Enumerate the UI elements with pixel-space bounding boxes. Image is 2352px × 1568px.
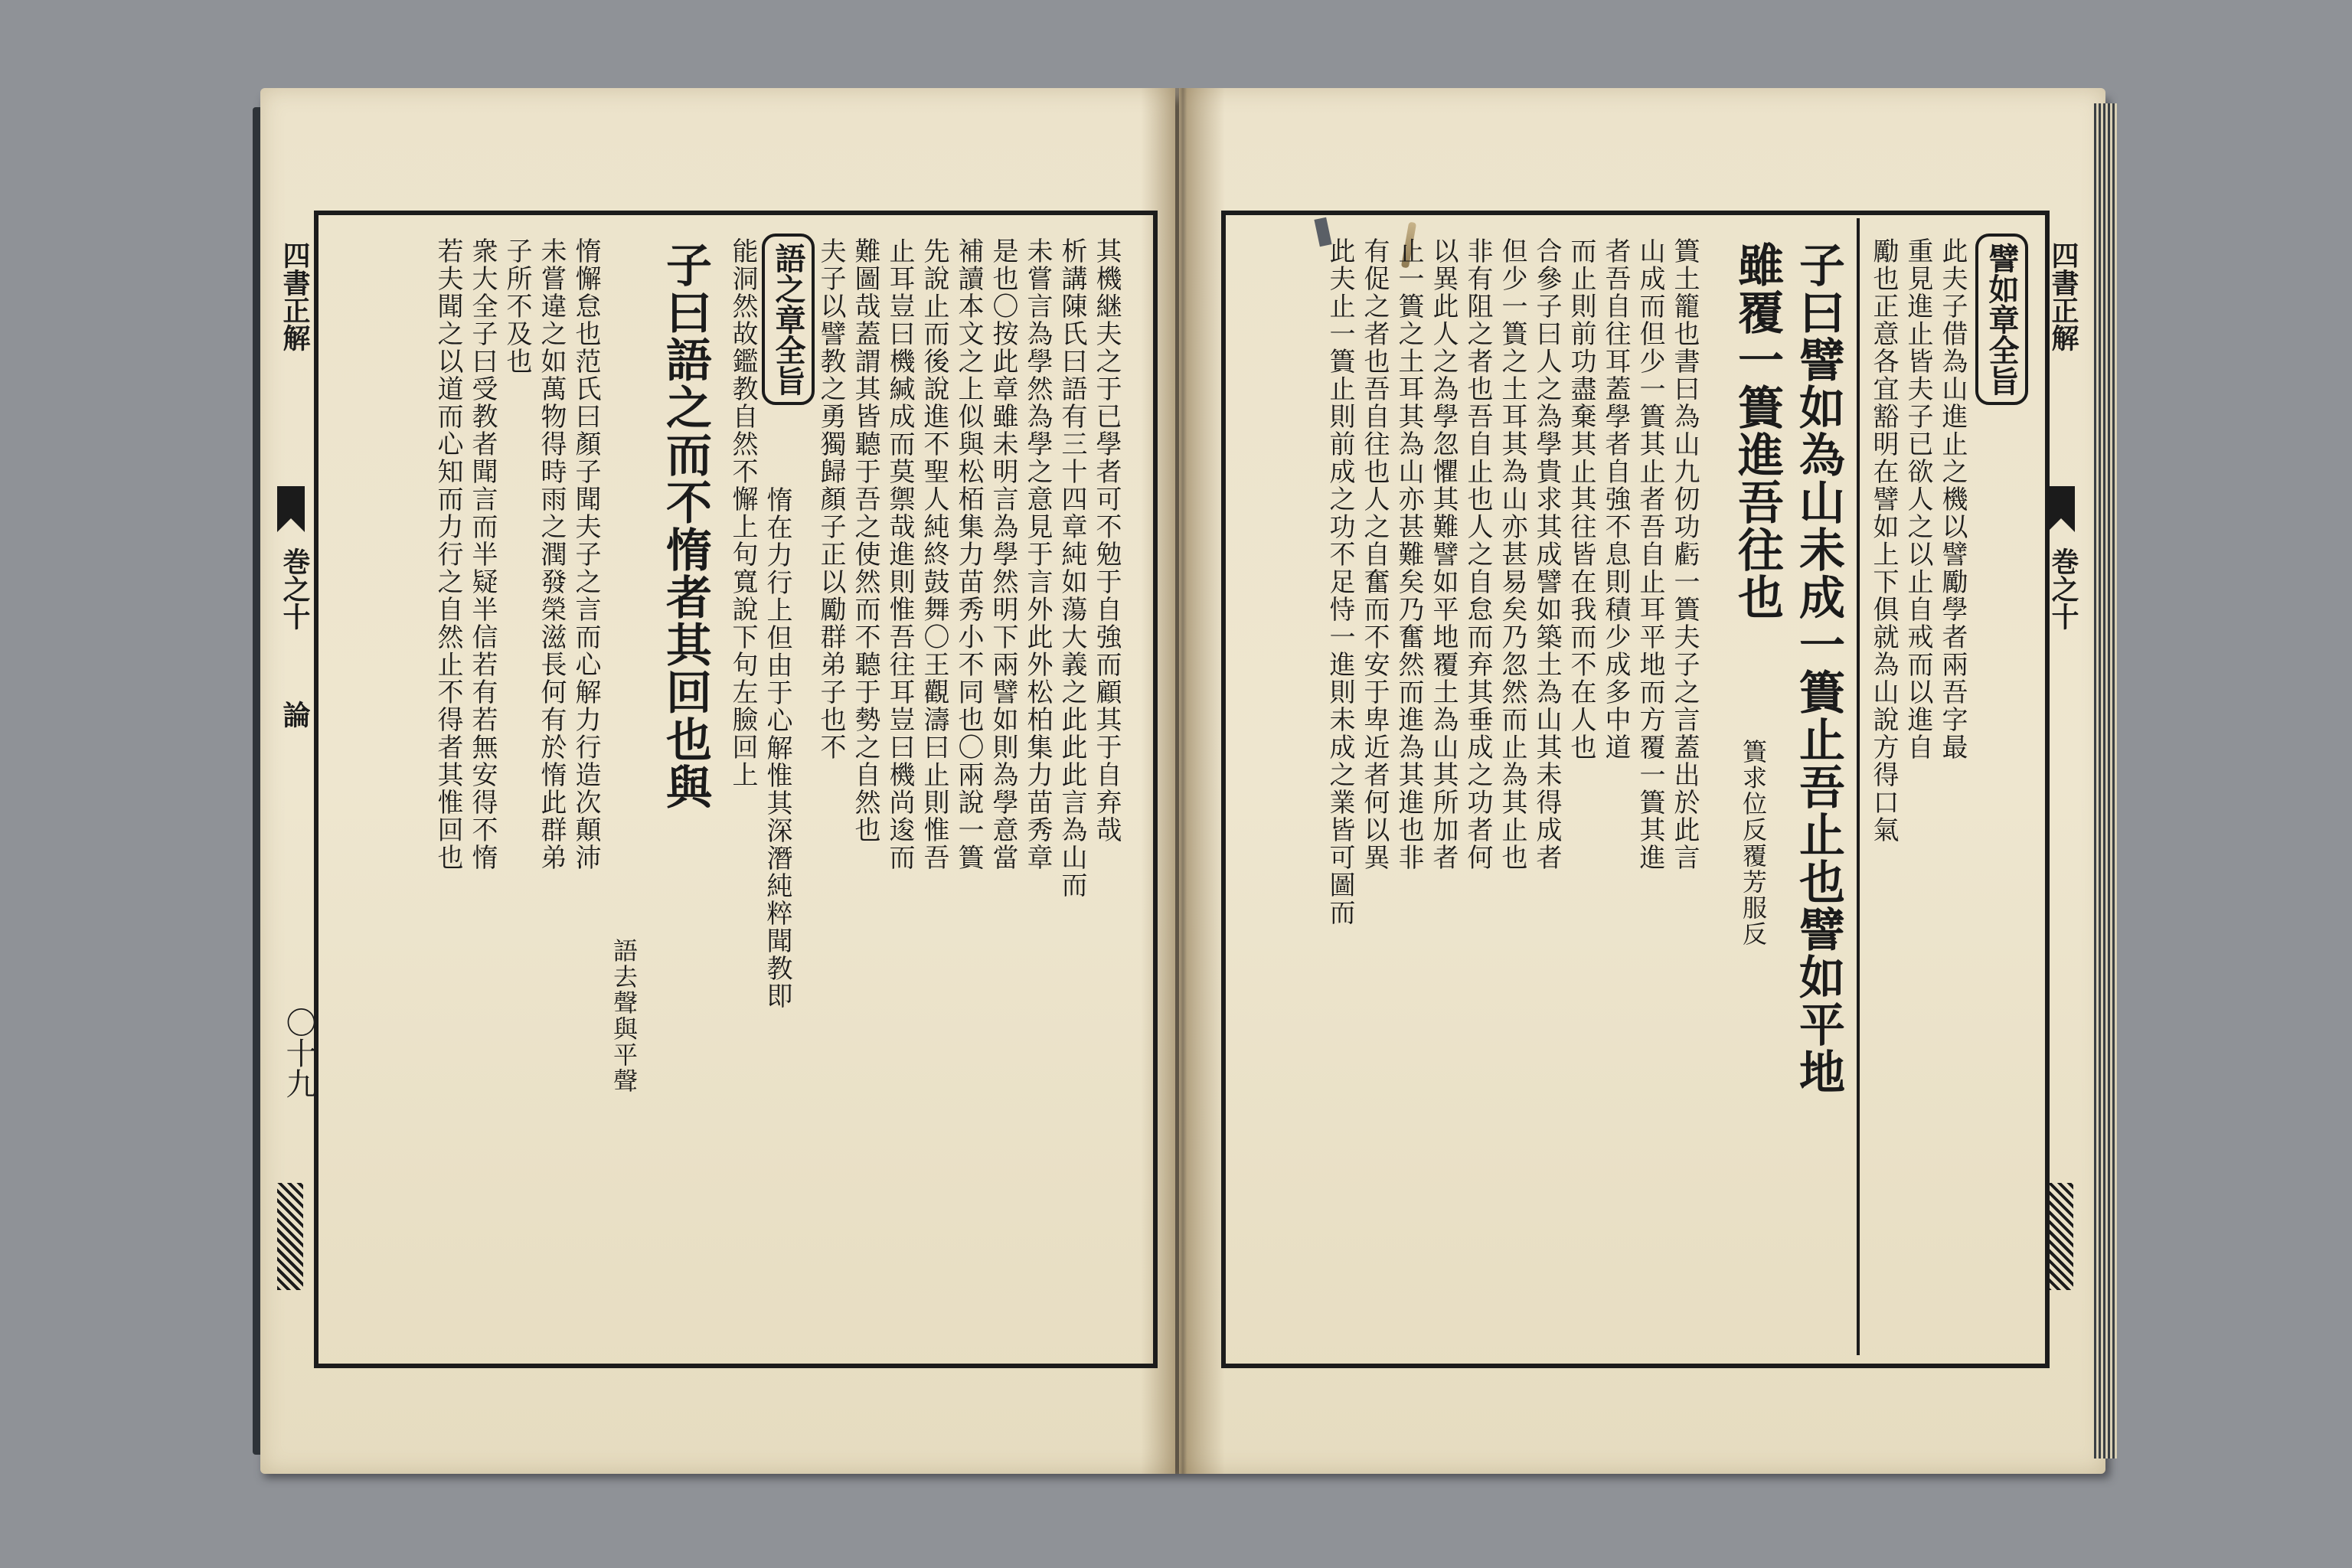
right-col-10: 有促之者也吾自往也人之自奮而不安于卑近者何以異 bbox=[1359, 237, 1390, 871]
left-col-8: 難圖哉蓋謂其皆聽于吾之使然而不聽于勢之自然也 bbox=[850, 237, 880, 844]
right-inner-rule bbox=[1857, 218, 1860, 1355]
left-gloss: 語去聲與平聲 bbox=[609, 938, 639, 1094]
left-col-5: 補讀本文之上似與松栢集力苗秀小不同也〇兩說一簣 bbox=[953, 237, 984, 871]
right-intro-col-3: 勵也正意各宜豁明在譬如上下俱就為山說方得口氣 bbox=[1868, 237, 1899, 844]
left-col-16: 若夫聞之以道而心知而力行之自然止不得者其惟回也 bbox=[433, 237, 463, 871]
left-col-13: 未嘗違之如萬物得時雨之潤發榮滋長何有於惰此群弟 bbox=[536, 237, 567, 871]
hatch-decoration-right bbox=[2047, 1183, 2073, 1290]
left-col-2: 析講陳氏曰語有三十四章純如蕩大義之此此此言為山而 bbox=[1057, 237, 1087, 899]
right-volume-label: 巻之十 bbox=[2047, 547, 2079, 630]
right-main-text-1: 子曰譬如為山未成一簣止吾止也譬如平地 bbox=[1792, 241, 1845, 1096]
left-col-7: 止耳豈曰機緘成而莫禦哉進則惟吾往耳豈曰機尚逡而 bbox=[884, 237, 915, 871]
right-main-text-2: 雖覆一簣進吾往也 bbox=[1730, 241, 1784, 621]
left-main-text: 子曰語之而不惰者其回也與 bbox=[658, 241, 712, 811]
right-col-5: 合參子曰人之為學貴求其成譬如築土為山其未得成者 bbox=[1531, 237, 1562, 871]
left-col-6: 先說止而後說進不聖人純終鼓舞〇王觀濤曰止則惟吾 bbox=[919, 237, 949, 871]
right-chapter-box: 譬如章全旨 bbox=[1975, 234, 2028, 405]
left-col-14: 子所不及也 bbox=[501, 237, 532, 375]
right-col-1: 簣土籠也書曰為山九仞功虧一簣夫子之言蓋出於此言 bbox=[1669, 237, 1700, 871]
right-col-8: 以異此人之為學忽懼其難譬如平地覆土為山其所加者 bbox=[1428, 237, 1459, 871]
right-col-11: 此夫止一簣止則前成之功不足恃一進則未成之業皆可圖而 bbox=[1325, 237, 1355, 926]
right-margin-title: 四書正解 bbox=[2047, 241, 2079, 351]
hatch-decoration-left bbox=[277, 1183, 303, 1290]
left-margin-title: 四書正解 bbox=[279, 241, 311, 351]
page-stack-edge-right bbox=[2094, 103, 2117, 1459]
right-gloss: 簣求位反覆芳服反 bbox=[1739, 739, 1768, 947]
open-book bbox=[260, 88, 2105, 1474]
left-col-15: 衆大全子曰受教者聞言而半疑半信若有若無安得不惰 bbox=[467, 237, 498, 871]
left-col-11: 能洞然故鑑教自然不懈上句寬說下句左臉回上 bbox=[727, 237, 758, 789]
left-margin-title-2: 論 bbox=[279, 701, 311, 728]
left-chapter-box: 語之章全旨 bbox=[762, 234, 815, 405]
right-col-7: 非有阻之者也吾自止也人之自怠而弃其垂成之功者何 bbox=[1462, 237, 1493, 871]
right-intro-col-1: 此夫子借為山進止之機以譬勵學者兩吾字最 bbox=[1937, 237, 1968, 761]
left-col-1: 其機継夫之于已學者可不勉于自強而顧其于自弃哉 bbox=[1091, 237, 1122, 844]
right-col-2: 山成而但少一簣其止者吾自止耳平地而方覆一簣其進 bbox=[1635, 237, 1665, 871]
left-col-10: 惰在力行上但由于心解惟其深潛純粹聞教即 bbox=[762, 486, 792, 1010]
left-folio-number: 〇十九 bbox=[281, 1007, 316, 1099]
left-volume-label: 巻之十 bbox=[279, 547, 311, 630]
right-col-6: 但少一簣之土耳其為山亦甚易矣乃忽然而止為其止也 bbox=[1497, 237, 1527, 871]
left-col-3: 未嘗言為學然為學之意見于言外此外松柏集力苗秀章 bbox=[1022, 237, 1053, 871]
right-intro-col-2: 重見進止皆夫子已欲人之以止自戒而以進自 bbox=[1903, 237, 1933, 761]
left-col-9: 夫子以譬教之勇獨歸顏子正以勵群弟子也不 bbox=[815, 237, 846, 761]
right-col-3: 者吾自往耳蓋學者自強不息則積少成多中道 bbox=[1600, 237, 1631, 761]
right-col-4: 而止則前功盡棄其止其往皆在我而不在人也 bbox=[1566, 237, 1596, 761]
left-col-4: 是也〇按此章雖未明言為學然明下兩譬如則為學意當 bbox=[988, 237, 1018, 871]
right-col-9: 止一簣之土耳其為山亦甚難矣乃奮然而進為其進也非 bbox=[1393, 237, 1424, 871]
left-col-12: 惰懈怠也范氏曰顏子聞夫子之言而心解力行造次顛沛 bbox=[570, 237, 601, 871]
